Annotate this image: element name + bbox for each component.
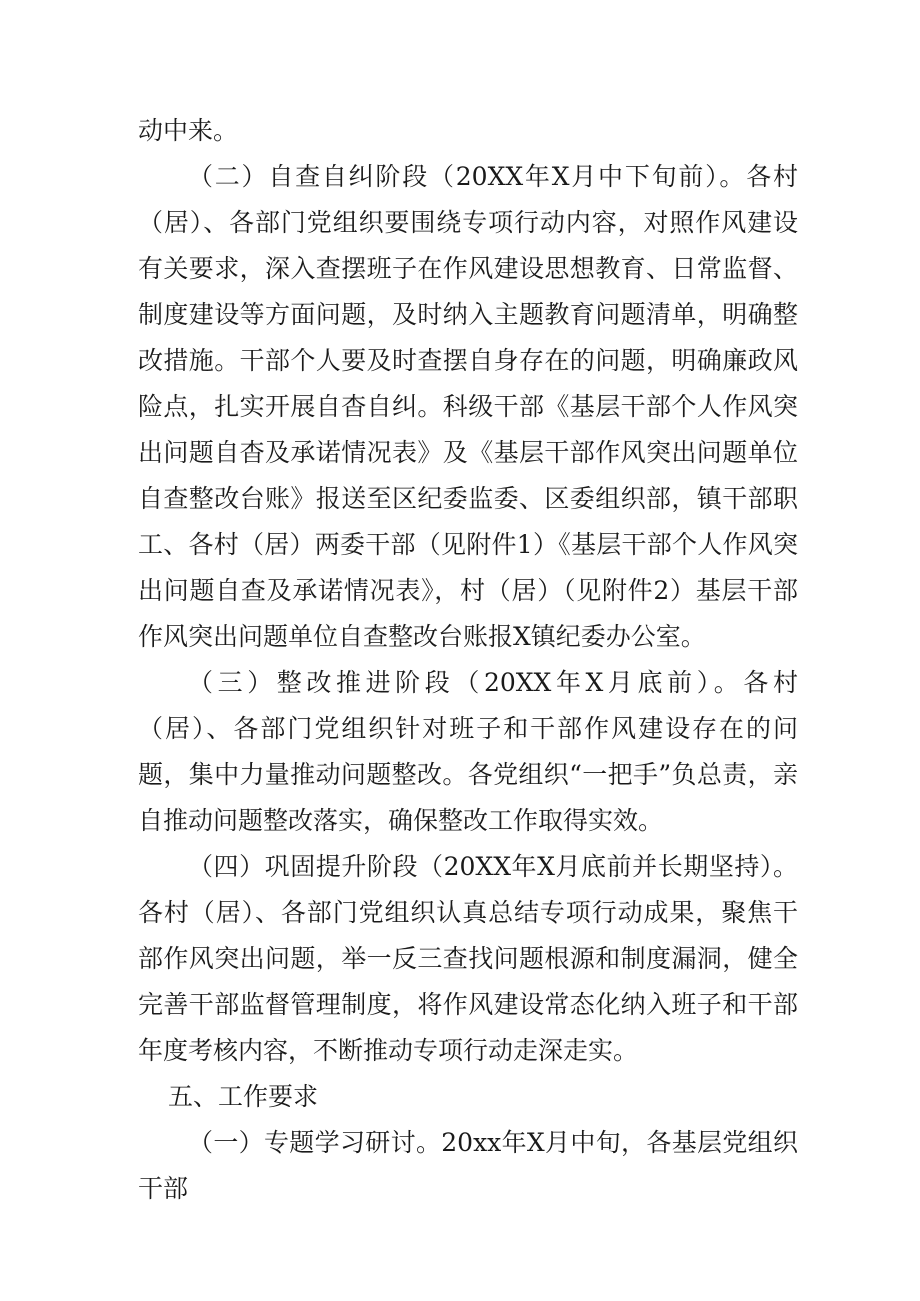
paragraph-consolidation-stage: （四）巩固提升阶段（20XX年X月底前并长期坚持）。各村（居）、各部门党组织认真总结专项行动成果，聚焦干部作风突出问题，举一反三查找问题根源和制度漏洞，健全完善干部监督管理制度，将作风建设常态化纳入班子和干部年度考核内容，不断推动专项行动走深走实。 xyxy=(138,852,798,1065)
paragraph-continuation: 动中来。 xyxy=(138,116,239,145)
paragraph-special-study: （一）专题学习研讨。20xx年X月中旬，各基层党组织干部 xyxy=(138,1128,798,1203)
paragraph-rectification-stage: （三）整改推进阶段（20XX年X月底前）。各村（居）、各部门党组织针对班子和干部作风建设存在的问题，集中力量推动问题整改。各党组织“一把手”负总责，亲自推动问题整改落实，确保整改工作取得实效。 xyxy=(138,668,798,835)
section-heading-work-requirements: 五、工作要求 xyxy=(168,1082,319,1111)
paragraph-self-inspection-stage: （二）自查自纠阶段（20XX年X月中下旬前）。各村（居）、各部门党组织要围绕专项行动内容，对照作风建设有关要求，深入查摆班子在作风建设思想教育、日常监督、制度建设等方面问题，及时纳入主题教育问题清单，明确整改措施。干部个人要及时查摆自身存在的问题，明确廉政风险点，扎实开展自杳自纠。科级干部《基层干部个人作风突出问题自杳及承诺情况表》及《基层干部作风突出问题单位自查整改台账》报送至区纪委监委、区委组织部，镇干部职工、各村（居）两委干部（见附件1）《基层干部个人作风突出问题自查及承诺情况表》，村（居）（见附件2）基层干部作风突出问题单位自查整改台账报X镇纪委办公室。 xyxy=(138,162,798,651)
document-body xyxy=(138,108,798,1212)
